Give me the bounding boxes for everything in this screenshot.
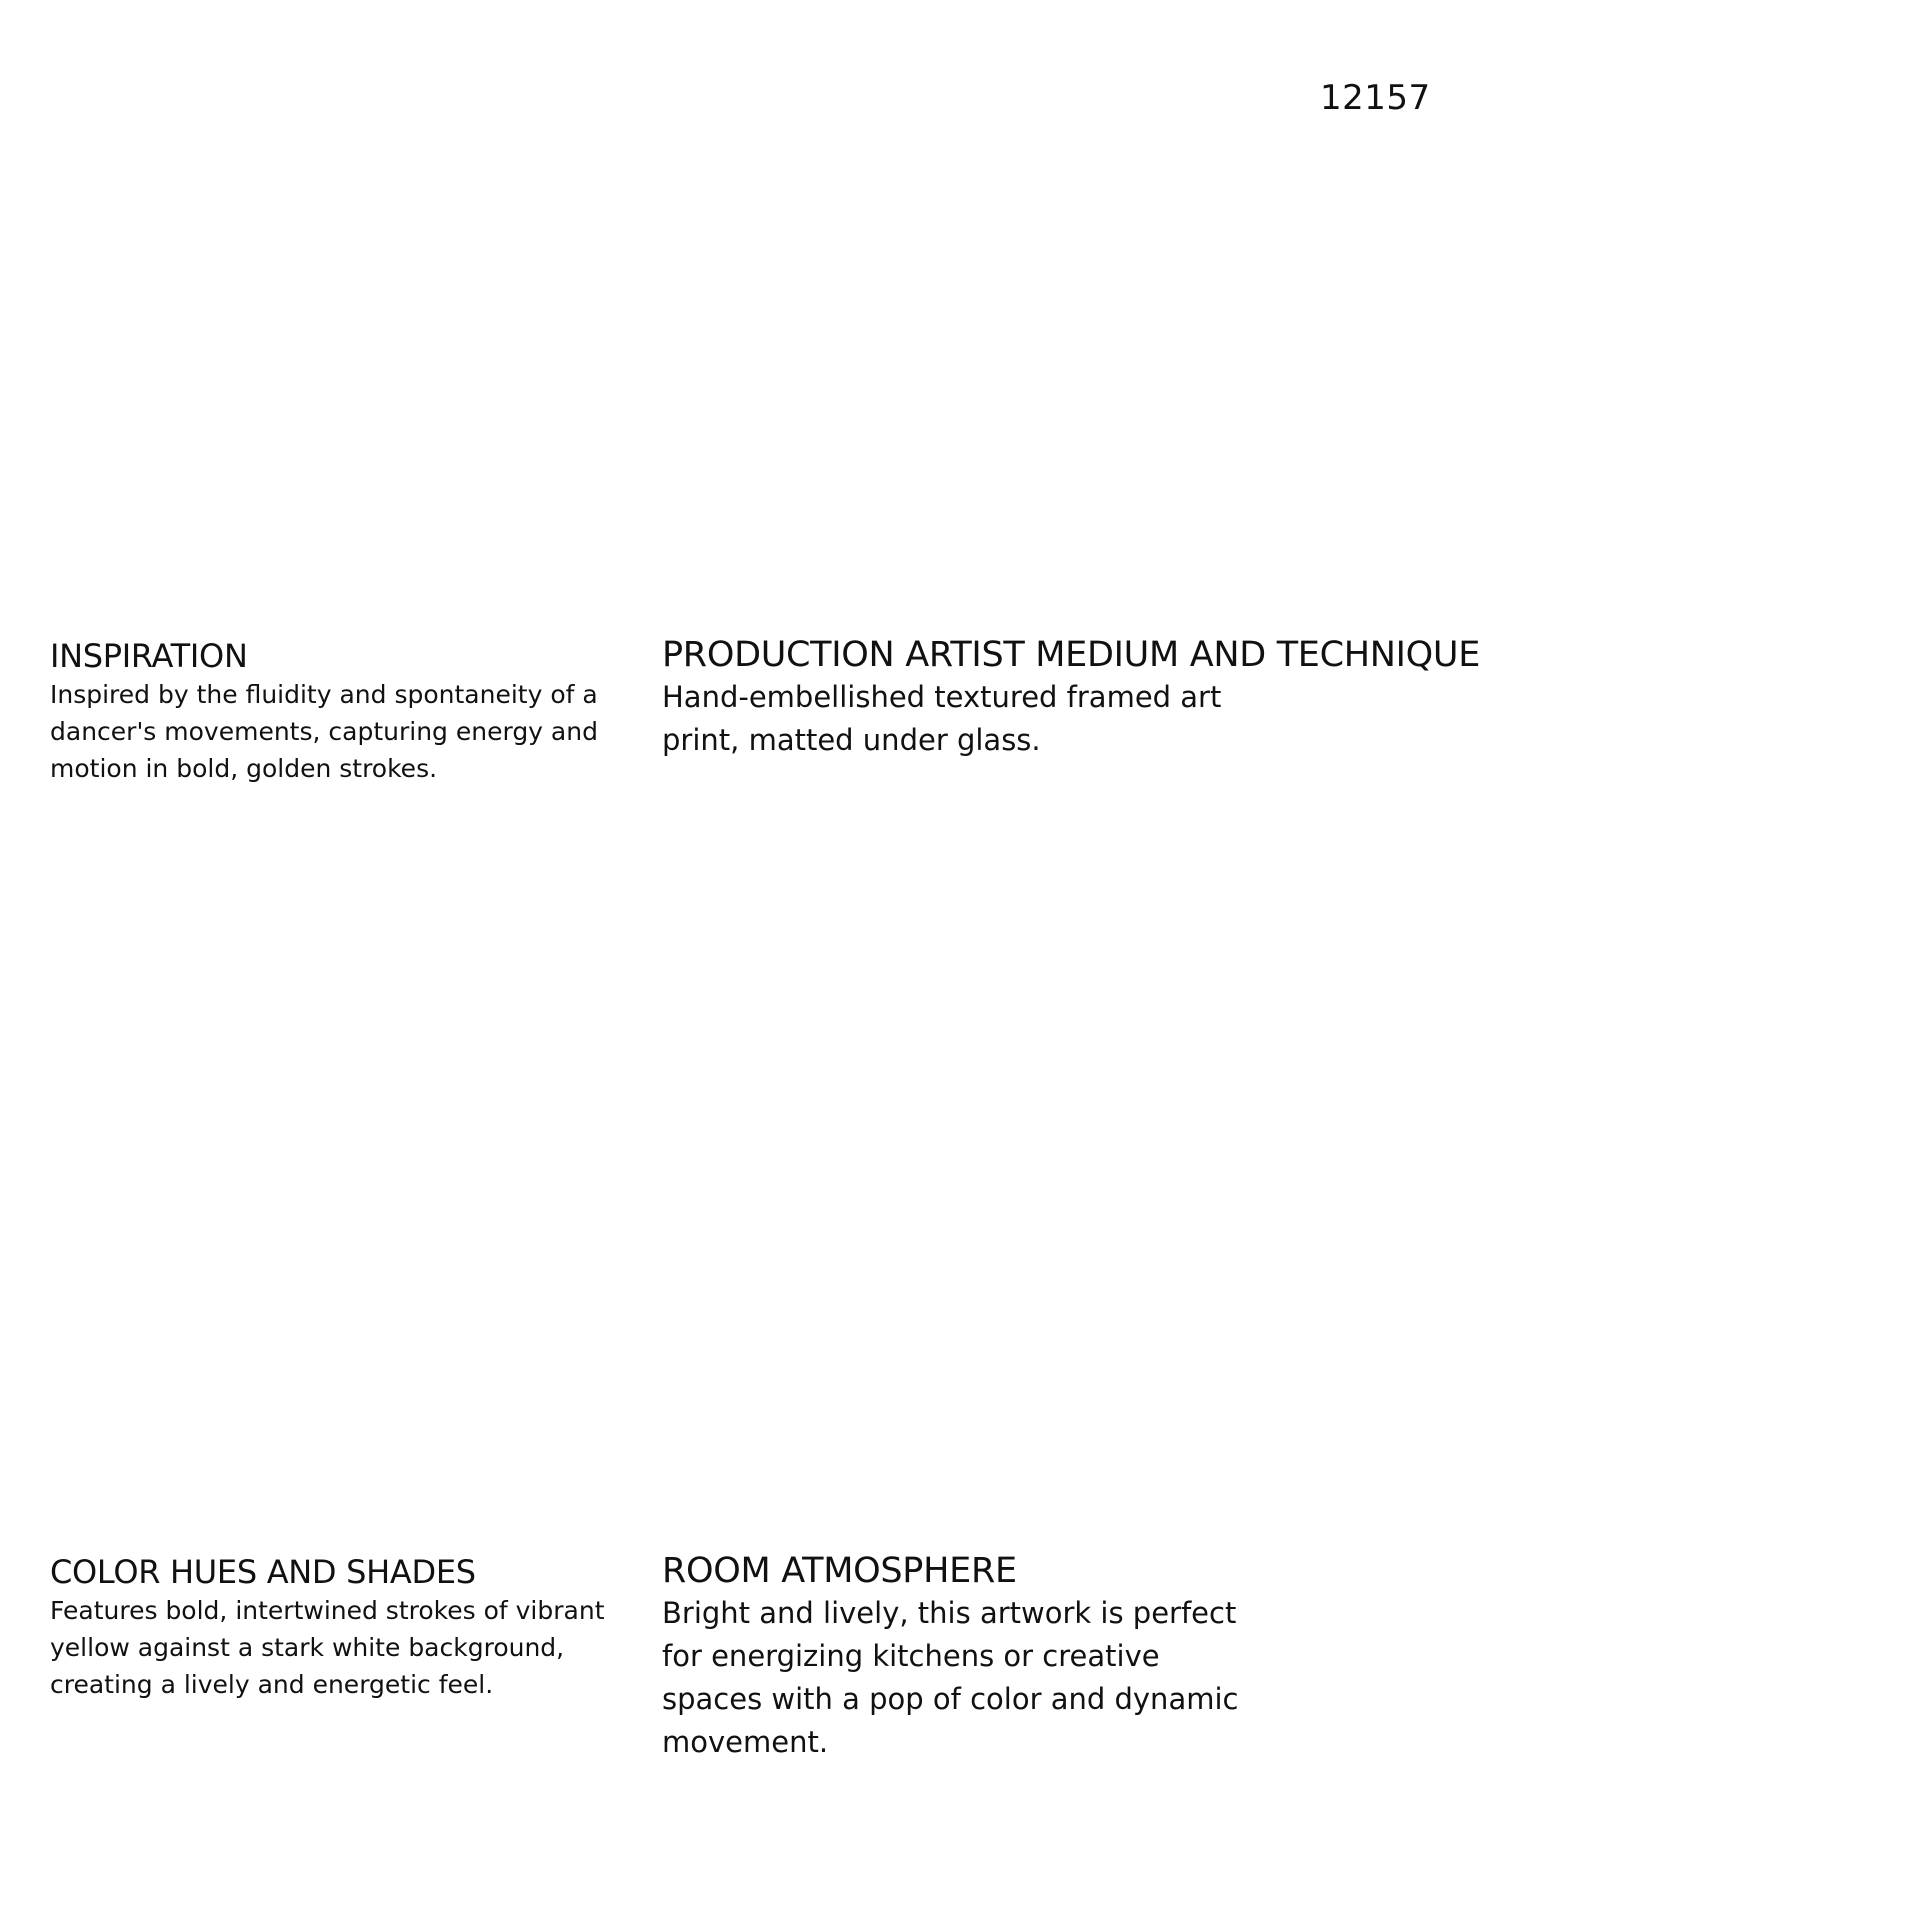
color-heading: COLOR HUES AND SHADES xyxy=(50,1553,476,1591)
inspiration-text: Inspired by the fluidity and spontaneity of a dancer's movements, capturing energy and motion in bold, golden strokes. xyxy=(50,680,598,783)
room-section xyxy=(662,1550,1262,1764)
room-heading: ROOM ATMOSPHERE xyxy=(662,1551,1017,1591)
color-section xyxy=(50,1552,620,1703)
production-heading: PRODUCTION ARTIST MEDIUM AND TECHNIQUE xyxy=(662,635,1481,675)
product-sku: 12157 xyxy=(1320,78,1431,118)
inspiration-section xyxy=(50,636,610,787)
production-section xyxy=(662,634,1481,762)
color-text: Features bold, intertwined strokes of vibrant yellow against a stark white background, creating a lively and energetic feel. xyxy=(50,1596,605,1699)
inspiration-heading: INSPIRATION xyxy=(50,637,248,675)
production-text: Hand-embellished textured framed art print, matted under glass. xyxy=(662,680,1222,757)
room-text: Bright and lively, this artwork is perfect for energizing kitchens or creative spaces with a pop of color and dynamic movement. xyxy=(662,1596,1239,1759)
